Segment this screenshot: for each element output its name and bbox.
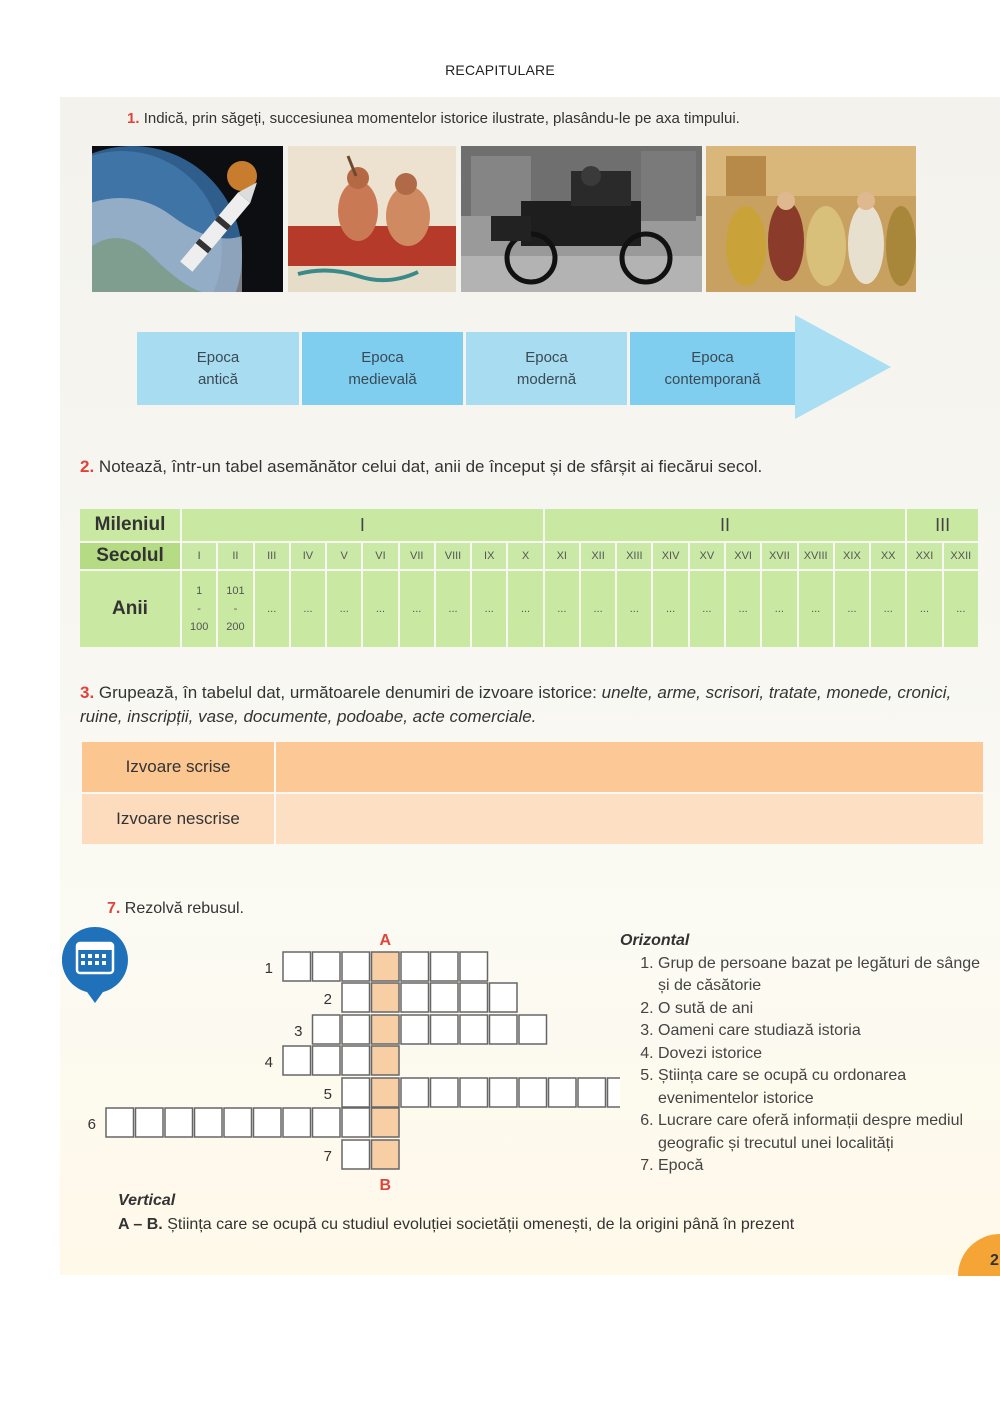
crossword-cell[interactable] xyxy=(195,1108,223,1137)
crossword-grid xyxy=(80,925,620,1195)
crossword-cell[interactable] xyxy=(342,1140,370,1169)
century-cell: X xyxy=(508,543,542,569)
crossword-cell[interactable] xyxy=(342,1015,370,1044)
years-cell-blank[interactable]: ... xyxy=(726,571,760,647)
crossword-cell[interactable] xyxy=(254,1108,282,1137)
horizontal-clue-7: 7. Epocă xyxy=(658,1155,995,1178)
crossword-key-cell[interactable] xyxy=(372,983,400,1012)
timeline-medievala: Epoca medievală xyxy=(302,332,463,405)
crossword-cell[interactable] xyxy=(460,983,488,1012)
horizontal-clue-6: 6. Lucrare care oferă informații despre mediul geografic și trecutul unei localități xyxy=(658,1110,995,1155)
years-cell-blank[interactable]: ... xyxy=(327,571,361,647)
centuries-table xyxy=(78,507,980,649)
crossword-vertical-label: B xyxy=(379,1177,392,1194)
page-number: 2 xyxy=(990,1252,999,1269)
horizontal-clue-4: 4. Dovezi istorice xyxy=(658,1043,995,1066)
years-cell-blank[interactable]: ... xyxy=(581,571,615,647)
years-cell-blank[interactable]: ... xyxy=(400,571,434,647)
crossword-row-number: 2 xyxy=(323,991,332,1008)
written-sources-answer[interactable] xyxy=(276,742,983,792)
horizontal-clue-1: 1. Grup de persoane bazat pe legături de sânge și de căsătorie xyxy=(658,953,995,998)
timeline-contemporana: Epoca contemporană xyxy=(630,332,795,405)
vertical-key: A – B. xyxy=(118,1216,163,1233)
century-cell: XII xyxy=(581,543,615,569)
horizontal-clues xyxy=(620,930,995,1178)
unwritten-sources-label: Izvoare nescrise xyxy=(82,794,274,844)
millennium-cell: I xyxy=(182,509,543,541)
years-cell-blank[interactable]: ... xyxy=(690,571,724,647)
written-sources-label: Izvoare scrise xyxy=(82,742,274,792)
crossword-row-number: 1 xyxy=(264,960,273,977)
exercise-1-text: Indică, prin săgeți, succesiunea momentelor istorice ilustrate, plasându-le pe axa timpului. xyxy=(143,110,740,127)
crossword-cell[interactable] xyxy=(431,1078,459,1107)
crossword-row-number: 3 xyxy=(294,1023,303,1040)
horizontal-clue-3: 3. Oameni care studiază istoria xyxy=(658,1020,995,1043)
crossword-row-number: 4 xyxy=(264,1054,273,1071)
crossword-cell[interactable] xyxy=(490,1078,518,1107)
century-cell: XIII xyxy=(617,543,651,569)
crossword-key-cell[interactable] xyxy=(372,1078,400,1107)
exercise-2-number: 2. xyxy=(80,457,95,476)
millennium-label: Mileniul xyxy=(80,509,180,541)
century-cell: XXII xyxy=(944,543,978,569)
crossword-key-cell[interactable] xyxy=(372,1140,400,1169)
crossword-cell[interactable] xyxy=(460,1015,488,1044)
horizontal-title: Orizontal xyxy=(620,932,690,949)
crossword-cell[interactable] xyxy=(313,1015,341,1044)
crossword-cell[interactable] xyxy=(608,1078,621,1107)
millennium-cell: III xyxy=(907,509,978,541)
crossword-cell[interactable] xyxy=(401,952,429,981)
years-cell-blank[interactable]: ... xyxy=(871,571,905,647)
crossword-cell[interactable] xyxy=(342,1046,370,1075)
century-cell: XVI xyxy=(726,543,760,569)
crossword-cell[interactable] xyxy=(490,983,518,1012)
century-label: Secolul xyxy=(80,543,180,569)
crossword-cell[interactable] xyxy=(313,1108,341,1137)
century-cell: IX xyxy=(472,543,506,569)
crossword-row-number: 6 xyxy=(87,1116,96,1133)
crossword-key-cell[interactable] xyxy=(372,1046,400,1075)
century-cell: XX xyxy=(871,543,905,569)
century-cell: III xyxy=(255,543,289,569)
old-car-photo xyxy=(461,146,702,292)
crossword-cell[interactable] xyxy=(401,1078,429,1107)
timeline-arrow-head xyxy=(795,315,891,419)
years-end: 200 xyxy=(226,621,245,633)
exercise-7-instruction xyxy=(107,900,244,918)
years-cell-blank[interactable]: ... xyxy=(508,571,542,647)
exercise-3-items: unelte, arme, scrisori, tratate, monede, cronici, ruine, inscripții, vase, documente, podoabe, acte comerciale. xyxy=(80,683,952,726)
crossword-cell[interactable] xyxy=(490,1015,518,1044)
exercise-3-text: Grupează, în tabelul dat, următoarele denumiri de izvoare istorice: xyxy=(98,683,602,702)
century-cell: VIII xyxy=(436,543,470,569)
crossword-cell[interactable] xyxy=(136,1108,164,1137)
crossword-cell[interactable] xyxy=(460,1078,488,1107)
crossword-key-cell[interactable] xyxy=(372,1108,400,1137)
century-cell: XVII xyxy=(762,543,796,569)
crossword-row-number: 7 xyxy=(323,1148,332,1165)
years-cell-filled[interactable] xyxy=(218,571,252,647)
vertical-title: Vertical xyxy=(118,1192,176,1209)
years-cell-blank[interactable]: ... xyxy=(653,571,687,647)
years-cell-blank[interactable]: ... xyxy=(799,571,833,647)
crossword-cell[interactable] xyxy=(313,952,341,981)
vertical-clue-block xyxy=(118,1189,794,1237)
exercise-1-instruction xyxy=(127,110,740,127)
century-cell: XI xyxy=(545,543,579,569)
century-cell: VII xyxy=(400,543,434,569)
crossword-cell[interactable] xyxy=(224,1108,252,1137)
century-cell: XV xyxy=(690,543,724,569)
horizontal-clue-2: 2. O sută de ani xyxy=(658,998,995,1021)
exercise-7-number: 7. xyxy=(107,900,121,917)
ancient-fresco-photo xyxy=(288,146,456,292)
crossword-cell[interactable] xyxy=(342,952,370,981)
years-label: Anii xyxy=(80,571,180,647)
century-cell: I xyxy=(182,543,216,569)
century-cell: XVIII xyxy=(799,543,833,569)
sources-table xyxy=(80,740,985,846)
years-cell-blank[interactable]: ... xyxy=(944,571,978,647)
crossword-cell[interactable] xyxy=(519,1078,547,1107)
crossword-cell[interactable] xyxy=(431,1015,459,1044)
crossword-cell[interactable] xyxy=(401,1015,429,1044)
unwritten-sources-answer[interactable] xyxy=(276,794,983,844)
exercise-2-text: Notează, într-un tabel asemănător celui dat, anii de început și de sfârșit ai fiecărui secol. xyxy=(98,457,763,476)
vertical-clue: Știința care se ocupă cu studiul evoluției societății omenești, de la origini până în prezent xyxy=(167,1216,795,1233)
millennium-cell: II xyxy=(545,509,906,541)
years-cell-blank[interactable]: ... xyxy=(617,571,651,647)
crossword-cell[interactable] xyxy=(106,1108,134,1137)
crossword-row-number: 5 xyxy=(323,1086,332,1103)
years-cell-blank[interactable]: ... xyxy=(472,571,506,647)
years-start: 101 xyxy=(226,585,245,597)
crossword-cell[interactable] xyxy=(578,1078,606,1107)
years-cell-blank[interactable]: ... xyxy=(436,571,470,647)
years-cell-blank[interactable]: ... xyxy=(762,571,796,647)
rocket-earth-photo xyxy=(92,146,283,292)
page-title: RECAPITULARE xyxy=(445,62,555,78)
crossword-cell[interactable] xyxy=(342,983,370,1012)
crossword-cell[interactable] xyxy=(549,1078,577,1107)
crossword-key-cell[interactable] xyxy=(372,1015,400,1044)
exercise-3-instruction xyxy=(80,681,990,729)
years-cell-blank[interactable]: ... xyxy=(255,571,289,647)
crossword-cell[interactable] xyxy=(519,1015,547,1044)
century-cell: XIV xyxy=(653,543,687,569)
exercise-7-text: Rezolvă rebusul. xyxy=(124,900,244,917)
crossword-cell[interactable] xyxy=(313,1046,341,1075)
crossword-cell[interactable] xyxy=(283,1108,311,1137)
century-cell: II xyxy=(218,543,252,569)
crossword-vertical-label: A xyxy=(379,932,392,949)
timeline-moderna: Epoca modernă xyxy=(466,332,627,405)
crossword-cell[interactable] xyxy=(283,952,311,981)
crossword-cell[interactable] xyxy=(401,983,429,1012)
years-cell-blank[interactable]: ... xyxy=(545,571,579,647)
crossword-cell[interactable] xyxy=(283,1046,311,1075)
crossword-key-cell[interactable] xyxy=(372,952,400,981)
timeline-antica: Epoca antică xyxy=(137,332,299,405)
medieval-painting-photo xyxy=(706,146,916,292)
century-cell: XXI xyxy=(907,543,941,569)
crossword-cell[interactable] xyxy=(460,952,488,981)
crossword-cell[interactable] xyxy=(431,952,459,981)
years-cell-blank[interactable]: ... xyxy=(363,571,397,647)
exercise-1-number: 1. xyxy=(127,110,140,127)
century-cell: IV xyxy=(291,543,325,569)
century-cell: XIX xyxy=(835,543,869,569)
years-cell-blank[interactable]: ... xyxy=(291,571,325,647)
crossword-cell[interactable] xyxy=(342,1078,370,1107)
horizontal-clue-5: 5. Știința care se ocupă cu ordonarea evenimentelor istorice xyxy=(658,1065,995,1110)
years-cell-blank[interactable]: ... xyxy=(907,571,941,647)
years-cell-blank[interactable]: ... xyxy=(835,571,869,647)
years-end: 100 xyxy=(189,621,209,633)
years-sep: - xyxy=(197,603,201,615)
years-cell-filled[interactable] xyxy=(182,571,216,647)
century-cell: VI xyxy=(363,543,397,569)
crossword-cell[interactable] xyxy=(342,1108,370,1137)
crossword-cell[interactable] xyxy=(431,983,459,1012)
years-sep: - xyxy=(233,603,238,615)
years-start: 1 xyxy=(196,585,203,597)
crossword-cell[interactable] xyxy=(165,1108,193,1137)
exercise-2-instruction xyxy=(80,457,762,477)
exercise-3-number: 3. xyxy=(80,683,95,702)
century-cell: V xyxy=(327,543,361,569)
